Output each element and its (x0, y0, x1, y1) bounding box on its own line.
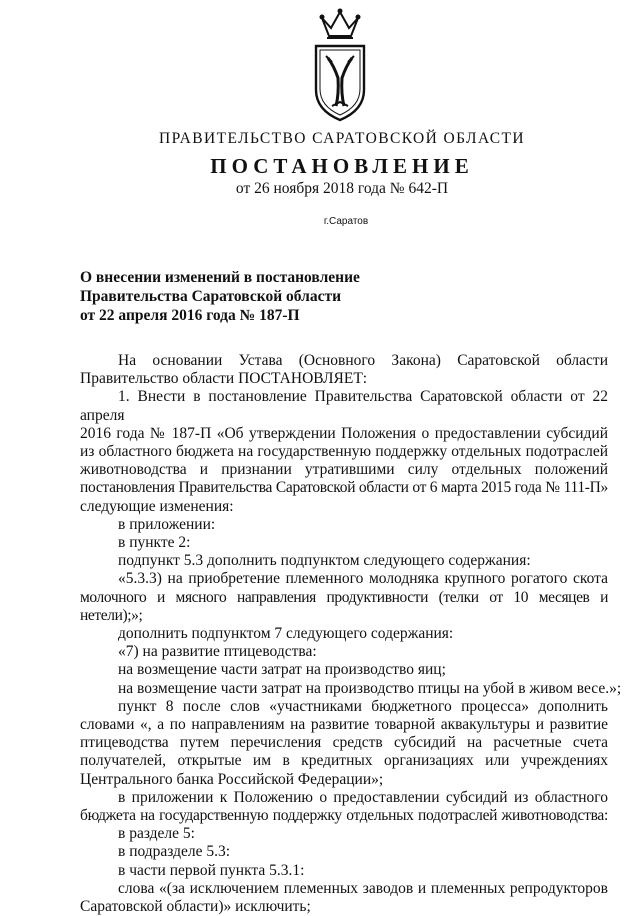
body-line: 1. Внести в постановление Правительства Саратовской области от 22 апреля (80, 388, 608, 424)
document-date-number: от 26 ноября 2018 года № 642-П (235, 180, 449, 197)
body-line: 2016 года № 187-П «Об утверждении Положения о предоставлении субсидий (80, 424, 608, 442)
body-line: в подразделе 5.3: (118, 843, 231, 861)
government-name: ПРАВИТЕЛЬСТВО САРАТОВСКОЙ ОБЛАСТИ (159, 130, 525, 147)
document-type-title: ПОСТАНОВЛЕНИЕ (210, 154, 474, 178)
body-line: в пункте 2: (118, 534, 191, 552)
body-line: «7) на развитие птицеводства: (118, 643, 317, 661)
document-heading (80, 268, 360, 325)
body-line: Саратовской области)» исключить; (80, 898, 311, 916)
body-line: постановления Правительства Саратовской области от 6 марта 2015 года № 111-П» (80, 479, 608, 497)
body-line: молочного и мясного направления продуктивности (телки от 10 месяцев и нетели);»; (80, 588, 608, 624)
body-line: в части первой пункта 5.3.1: (118, 861, 305, 879)
body-line: слова «(за исключением племенных заводов и племенных репродукторов (118, 879, 608, 897)
body-line: «5.3.3) на приобретение племенного молодняка крупного рогатого скота (118, 570, 608, 588)
coat-of-arms-emblem (294, 6, 386, 126)
body-line: на возмещение части затрат на производство птицы на убой в живом весе.»; (118, 679, 622, 697)
document-body (80, 352, 622, 916)
body-line: Правительство области ПОСТАНОВЛЯЕТ: (80, 370, 368, 388)
body-line: подпункт 5.3 дополнить подпунктом следующего содержания: (118, 552, 531, 570)
body-line: получателей, открытые им в кредитных организациях или учреждениях (80, 752, 608, 770)
body-line: дополнить подпунктом 7 следующего содержания: (118, 625, 454, 643)
heading-line: от 22 апреля 2016 года № 187-П (80, 307, 300, 324)
body-line: пункт 8 после слов «участниками бюджетного процесса» дополнить (118, 697, 608, 715)
document-city: г.Саратов (323, 216, 369, 227)
body-line: На основании Устава (Основного Закона) Саратовской области (118, 352, 608, 369)
body-line: животноводства и признании утратившими силу отдельных положений (80, 461, 608, 479)
body-line: в приложении: (118, 515, 216, 533)
body-line: птицеводства путем перечисления средств субсидий на расчетные счета (80, 734, 608, 752)
body-line: словами «, а по направлениям на развитие товарной аквакультуры и развитие (80, 716, 608, 734)
body-line: в приложении к Положению о предоставлении субсидий из областного (118, 788, 608, 806)
body-line: из областного бюджета на государственную поддержку отдельных подотраслей (80, 443, 608, 461)
body-line: бюджета на государственную поддержку отдельных подотраслей животноводства: (80, 807, 608, 825)
body-line: Центрального банка Российской Федерации»; (80, 770, 384, 788)
body-line: на возмещение части затрат на производство яиц; (118, 661, 446, 679)
heading-line: О внесении изменений в постановление (80, 269, 360, 286)
heading-line: Правительства Саратовской области (80, 288, 341, 305)
body-line: следующие изменения: (80, 497, 234, 515)
body-line: в разделе 5: (118, 825, 195, 843)
